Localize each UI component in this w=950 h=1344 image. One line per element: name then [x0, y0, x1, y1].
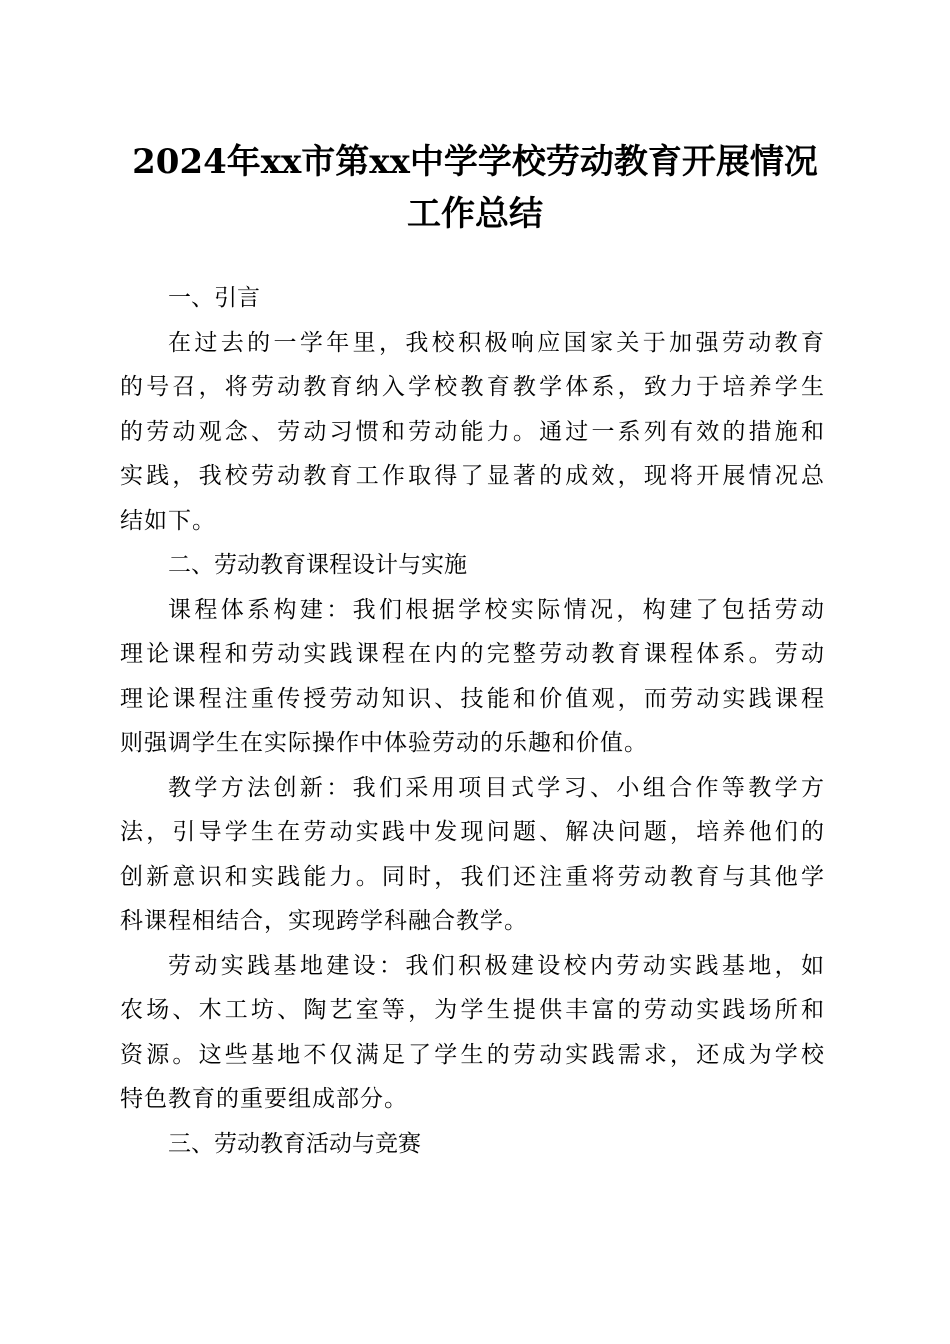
paragraph-curriculum-system: [120, 588, 825, 766]
paragraph-line: 实践，我校劳动教育工作取得了显著的成效，现将开展情况总: [120, 463, 825, 489]
paragraph-practice-bases: [120, 944, 825, 1122]
paragraph-line: 法，引导学生在劳动实践中发现问题、解决问题，培养他们的: [120, 819, 825, 845]
paragraph-line: 的劳动观念、劳动习惯和劳动能力。通过一系列有效的措施和: [120, 418, 825, 445]
paragraph-line: 则强调学生在实际操作中体验劳动的乐趣和价值。: [120, 730, 648, 756]
paragraph-line: 教学方法创新：我们采用项目式学习、小组合作等教学方: [168, 774, 825, 801]
paragraph-line: 的号召，将劳动教育纳入学校教育教学体系，致力于培养学生: [120, 374, 825, 400]
paragraph-line: 特色教育的重要组成部分。: [120, 1086, 408, 1112]
title-line-1: 2024年xx市第xx中学学校劳动教育开展情况: [132, 142, 818, 182]
document-title: [100, 136, 850, 240]
section-heading-activities: 三、劳动教育活动与竞赛: [168, 1130, 421, 1157]
section-heading-introduction: 一、引言: [168, 285, 260, 311]
document-body: [120, 276, 825, 1166]
paragraph-line: 理论课程注重传授劳动知识、技能和价值观，而劳动实践课程: [120, 685, 825, 712]
paragraph-line: 理论课程和劳动实践课程在内的完整劳动教育课程体系。劳动: [120, 641, 825, 667]
section-heading-curriculum: 二、劳动教育课程设计与实施: [168, 552, 467, 578]
title-line-2: 工作总结: [407, 194, 543, 234]
paragraph-introduction: [120, 321, 825, 544]
paragraph-line: 在过去的一学年里，我校积极响应国家关于加强劳动教育: [168, 329, 825, 356]
paragraph-line: 课程体系构建：我们根据学校实际情况，构建了包括劳动: [168, 596, 825, 623]
paragraph-line: 农场、木工坊、陶艺室等，为学生提供丰富的劳动实践场所和: [120, 997, 825, 1023]
paragraph-teaching-methods: [120, 766, 825, 944]
paragraph-line: 创新意识和实践能力。同时，我们还注重将劳动教育与其他学: [120, 863, 825, 890]
paragraph-line: 劳动实践基地建设：我们积极建设校内劳动实践基地，如: [168, 952, 825, 979]
paragraph-line: 结如下。: [120, 507, 216, 534]
paragraph-line: 科课程相结合，实现跨学科融合教学。: [120, 908, 528, 934]
paragraph-line: 资源。这些基地不仅满足了学生的劳动实践需求，还成为学校: [120, 1041, 825, 1068]
